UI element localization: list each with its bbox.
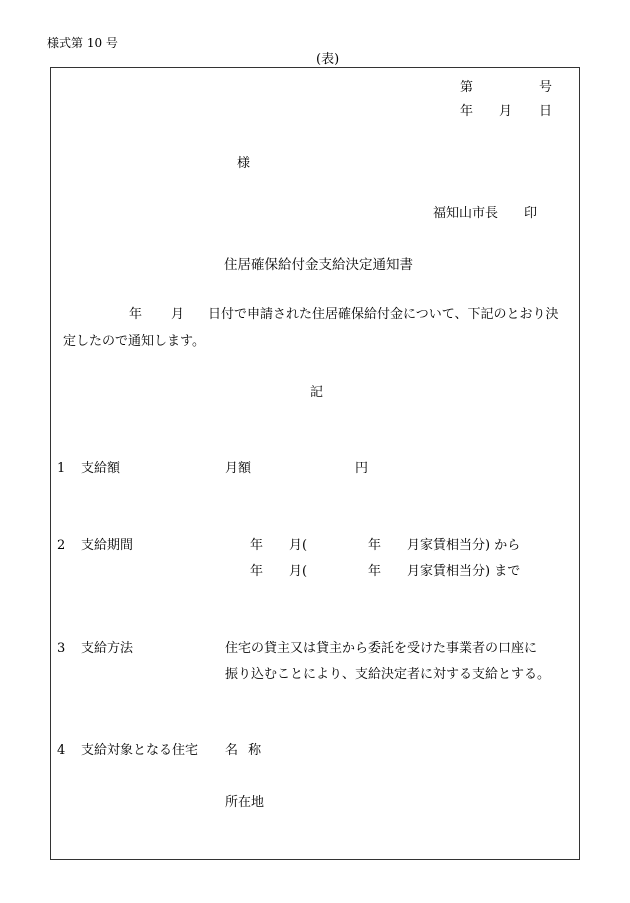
body-line2: 定したので通知します。 <box>63 334 205 349</box>
item2-l1-year2: 年 <box>368 538 382 553</box>
item3-number: 3 <box>57 641 66 656</box>
date-day: 日 <box>539 104 553 119</box>
item2-l2-month: 月( <box>289 564 308 579</box>
body-line1: 日付で申請された住居確保給付金について、下記のとおり決 <box>208 307 559 322</box>
ki-heading: 記 <box>310 385 324 400</box>
item2-l2-year: 年 <box>250 564 264 579</box>
item2-l1-year: 年 <box>250 538 264 553</box>
item4-number: 4 <box>57 743 66 758</box>
item2-l2-rest: 月家賃相当分) まで <box>407 564 521 579</box>
item1-unit: 円 <box>355 461 369 476</box>
item3-line2: 振り込むことにより、支給決定者に対する支給とする。 <box>225 667 551 682</box>
item2-l1-month: 月( <box>289 538 308 553</box>
item2-number: 2 <box>57 538 66 553</box>
item4-label: 支給対象となる住宅 <box>81 743 199 758</box>
number-suffix: 号 <box>539 80 553 95</box>
item1-label: 支給額 <box>81 461 121 476</box>
date-year: 年 <box>460 104 474 119</box>
item3-line1: 住宅の貸主又は貸主から委託を受けた事業者の口座に <box>225 641 538 656</box>
page-title: 住居確保給付金支給決定通知書 <box>224 257 413 273</box>
seal: 印 <box>524 206 538 221</box>
recipient-suffix: 様 <box>237 156 251 171</box>
item2-l2-year2: 年 <box>368 564 382 579</box>
document-frame <box>50 67 580 860</box>
issuer: 福知山市長 <box>433 206 499 221</box>
item4-name-label: 名 称 <box>225 743 262 758</box>
number-prefix: 第 <box>460 80 474 95</box>
item1-value-label: 月額 <box>225 461 252 476</box>
body-year: 年 <box>129 307 143 322</box>
item1-number: 1 <box>57 461 66 476</box>
form-number: 様式第 10 号 <box>47 36 118 50</box>
item4-address-label: 所在地 <box>225 795 265 810</box>
item2-l1-rest: 月家賃相当分) から <box>407 538 521 553</box>
item2-label: 支給期間 <box>81 538 134 553</box>
side-label: (表) <box>316 52 340 67</box>
item3-label: 支給方法 <box>81 641 134 656</box>
date-month: 月 <box>499 104 513 119</box>
body-month: 月 <box>171 307 185 322</box>
